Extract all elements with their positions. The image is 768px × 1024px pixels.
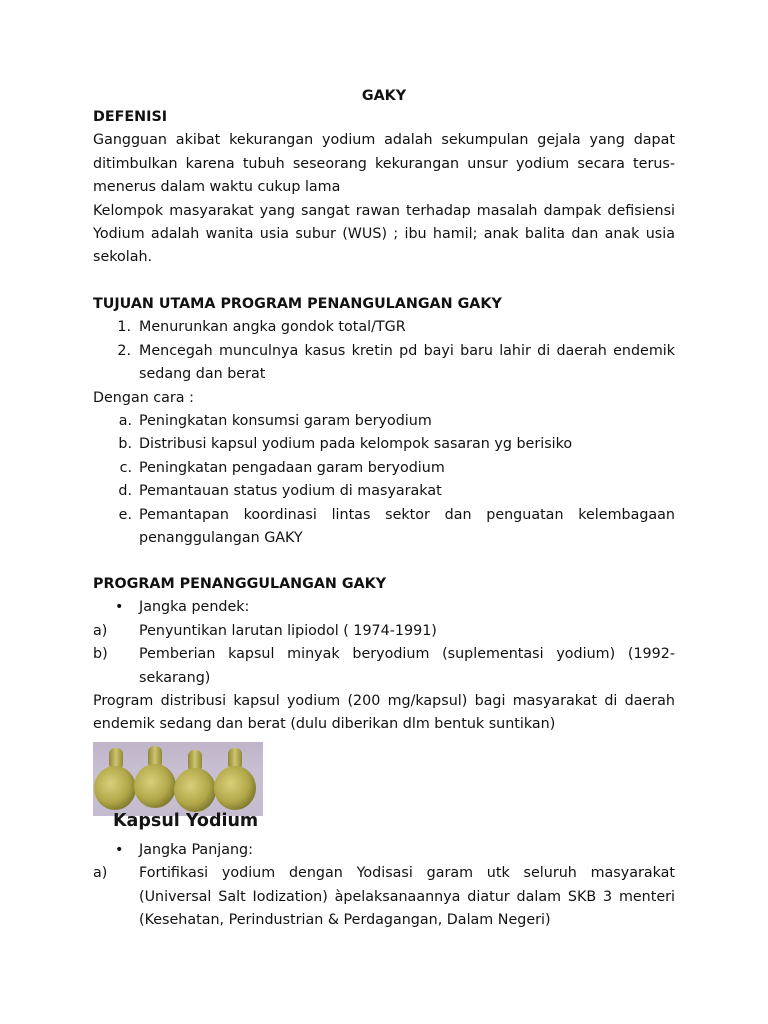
goals-heading: TUJUAN UTAMA PROGRAM PENANGULANGAN GAKY [93,296,502,312]
definition-heading: DEFENISI [93,109,168,125]
list-marker: 2. [117,342,131,359]
definition-paragraph-1: Gangguan akibat kekurangan yodium adalah sekumpulan gejala yang dapat ditimbulkan karena tubuh seseorang kekurangan unsur yodium secara terus-menerus dalam waktu cukup lama [93,132,675,196]
list-item-text: Pemantauan status yodium di masyarakat [139,483,442,500]
list-marker: 1. [117,319,131,336]
list-item [93,433,675,456]
list-marker: a. [118,413,132,430]
capsule-2 [134,746,176,808]
list-item [93,457,675,480]
program-note: Program distribusi kapsul yodium (200 mg/kapsul) bagi masyarakat di daerah endemik sedang dan berat (dulu diberikan dlm bentuk suntikan) [93,693,675,733]
list-marker: b. [118,436,132,453]
capsule-1 [94,748,136,810]
list-item-text: Mencegah munculnya kasus kretin pd bayi baru lahir di daerah endemik sedang dan berat [139,342,675,383]
definition-paragraph-2: Kelompok masyarakat yang sangat rawan terhadap masalah dampak defisiensi Yodium adalah wanita usia subur (WUS) ; ibu hamil; anak balita dan anak usia sekolah. [93,202,675,266]
program-heading: PROGRAM PENANGGULANGAN GAKY [93,576,387,592]
list-item-text: Distribusi kapsul yodium pada kelompok sasaran yg berisiko [139,436,573,453]
bullet-item [93,839,675,862]
goals-section [93,293,675,550]
list-item [93,480,675,503]
short-term-label: Jangka pendek: [139,599,250,616]
list-marker: d. [118,483,132,500]
definition-section [93,106,675,270]
list-marker: c. [119,459,132,476]
list-item [93,504,675,551]
capsule-photo [93,742,263,816]
list-marker: e. [118,506,132,523]
list-item [93,620,675,643]
list-item-text: Pemantapan koordinasi lintas sektor dan penguatan kelembagaan penanggulangan GAKY [139,506,675,547]
bullet-icon: • [115,599,124,616]
list-item-text: Penyuntikan larutan lipiodol ( 1974-1991) [139,622,437,639]
long-term-label: Jangka Panjang: [139,842,253,858]
bullet-icon: • [115,842,124,858]
list-item [93,643,675,690]
list-item-text: Fortifikasi yodium dengan Yodisasi garam utk seluruh masyarakat (Universal Salt Iodization) àpelaksanaannya diatur dalam SKB 3 menteri (Kesehatan, Perindustrian & Perdagangan, Dalam Negeri) [139,865,675,929]
list-item-text: Peningkatan konsumsi garam beryodium [139,413,432,430]
method-label: Dengan cara : [93,389,194,406]
list-item-text: Menurunkan angka gondok total/TGR [139,319,406,336]
list-item [93,410,675,433]
document-title: GAKY [361,88,407,104]
list-marker: b) [93,646,108,663]
capsule-4 [214,748,256,810]
capsule-3 [174,750,216,812]
list-item-text: Pemberian kapsul minyak beryodium (suplementasi yodium) (1992-sekarang) [139,646,675,686]
list-item [93,340,675,387]
program-section [93,573,675,737]
list-marker: a) [93,622,108,639]
capsule-caption: Kapsul Yodium [113,811,259,831]
long-term-section [93,839,675,933]
list-item-text: Peningkatan pengadaan garam beryodium [139,459,445,476]
bullet-item [93,596,675,619]
capsule-illustration [93,742,263,816]
list-marker: a) [93,865,108,882]
list-item [93,862,675,932]
list-item [93,316,675,339]
